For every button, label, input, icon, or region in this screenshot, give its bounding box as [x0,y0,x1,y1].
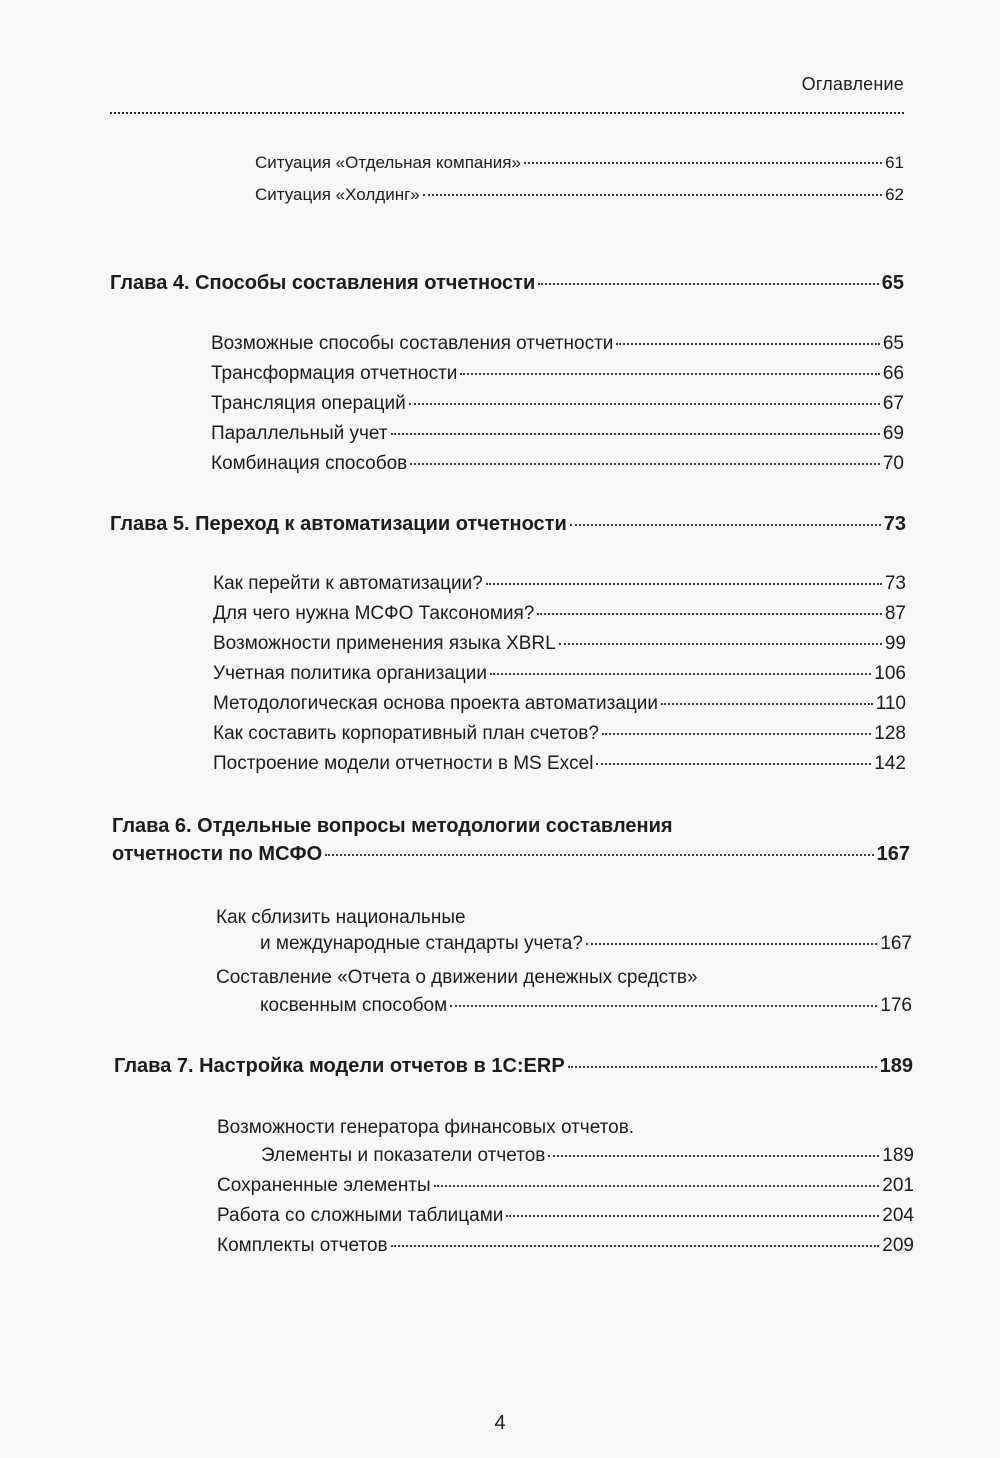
toc-section[interactable]: Методологическая основа проекта автоматизации 110 [213,693,906,714]
toc-section[interactable]: Как перейти к автоматизации? 73 [213,573,906,594]
toc-section[interactable]: Построение модели отчетности в MS Excel 142 [213,753,906,774]
toc-section[interactable]: и международные стандарты учета? 167 [260,933,912,954]
toc-chapter-4[interactable]: Глава 4. Способы составления отчетности 65 [110,272,904,294]
toc-section[interactable]: Сохраненные элементы 201 [217,1175,914,1196]
toc-chapter-6[interactable]: отчетности по МСФО 167 [112,843,910,865]
toc-section[interactable]: Как составить корпоративный план счетов? 128 [213,723,906,744]
toc-section[interactable]: Элементы и показатели отчетов 189 [261,1145,914,1166]
page-number: 4 [494,1412,506,1434]
toc-section[interactable]: Возможные способы составления отчетности 65 [211,333,904,354]
running-header: Оглавление [801,74,904,94]
toc-section-line1[interactable]: Как сблизить национальные [216,907,466,928]
toc-section[interactable]: косвенным способом 176 [260,995,912,1016]
toc-chapter-5[interactable]: Глава 5. Переход к автоматизации отчетности 73 [110,513,906,535]
toc-section[interactable]: Трансформация отчетности 66 [211,363,904,384]
toc-section[interactable]: Комбинация способов 70 [211,453,904,474]
toc-entry-situation-holding[interactable]: Ситуация «Холдинг» 62 [255,185,904,204]
toc-section-line1[interactable]: Возможности генератора финансовых отчетов. [217,1117,635,1138]
toc-section[interactable]: Комплекты отчетов 209 [217,1235,914,1256]
toc-section[interactable]: Для чего нужна МСФО Таксономия? 87 [213,603,906,624]
toc-section[interactable]: Параллельный учет 69 [211,423,904,444]
toc-entry-situation-single[interactable]: Ситуация «Отдельная компания» 61 [255,153,904,172]
toc-section[interactable]: Работа со сложными таблицами 204 [217,1205,914,1226]
toc-chapter-6-title-line1[interactable]: Глава 6. Отдельные вопросы методологии составления [112,815,673,837]
toc-chapter-7[interactable]: Глава 7. Настройка модели отчетов в 1С:ERP 189 [114,1055,913,1077]
header-rule [110,112,904,114]
toc-section[interactable]: Учетная политика организации 106 [213,663,906,684]
toc-section[interactable]: Возможности применения языка XBRL 99 [213,633,906,654]
toc-section-line1[interactable]: Составление «Отчета о движении денежных средств» [216,967,698,988]
toc-section[interactable]: Трансляция операций 67 [211,393,904,414]
